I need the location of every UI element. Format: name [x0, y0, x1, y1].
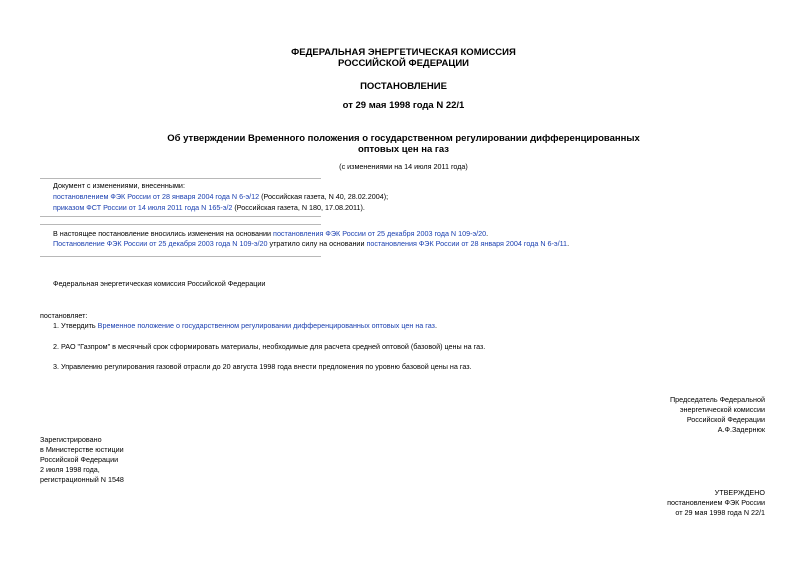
amendment-source-1: (Российская газета, N 40, 28.02.2004); — [259, 192, 389, 201]
amendments-intro: Документ с изменениями, внесенными: — [53, 181, 185, 190]
note-link-3[interactable]: постановления ФЭК России от 28 января 2004 года N 6-э/11 — [366, 239, 568, 248]
provision-link[interactable]: Временное положение о государственном регулировании дифференцированных оптовых цен на газ — [97, 321, 435, 330]
signature-line-2: энергетической комиссии — [679, 405, 765, 414]
approval-line-1: УТВЕРЖДЕНО — [714, 488, 765, 497]
registration-line-5: регистрационный N 1548 — [40, 475, 124, 484]
amendment-source-2: (Российская газета, N 180, 17.08.2011). — [232, 203, 365, 212]
issuer: Федеральная энергетическая комиссия Российской Федерации — [53, 279, 266, 288]
divider — [40, 216, 321, 217]
doc-title-line1: Об утверждении Временного положения о государственном регулировании дифференцированных — [167, 133, 640, 144]
amendment-item-2 — [53, 203, 365, 213]
paragraph-1: 1. Утвердить Временное положение о государственном регулировании дифференцированных оптовых цен на газ. — [53, 321, 437, 330]
divider — [40, 178, 321, 179]
doc-title-line2: оптовых цен на газ — [358, 144, 449, 155]
note-link-2[interactable]: Постановление ФЭК России от 25 декабря 2003 года N 109-э/20 — [53, 239, 268, 248]
divider — [40, 256, 321, 257]
approval-line-3: от 29 мая 1998 года N 22/1 — [675, 508, 765, 517]
registration-line-1: Зарегистрировано — [40, 435, 102, 444]
signature-line-3: Российской Федерации — [686, 415, 765, 424]
doc-date: от 29 мая 1998 года N 22/1 — [342, 100, 465, 111]
paragraph-3: 3. Управлению регулирования газовой отрасли до 20 августа 1998 года внести предложения по уровню базовой цены на газ. — [53, 362, 472, 371]
amendment-link-1[interactable]: постановлением ФЭК России от 28 января 2004 года N 6-э/12 — [53, 192, 260, 201]
resolves: постановляет: — [40, 311, 88, 320]
signature-line-4: А.Ф.Задернюк — [717, 425, 765, 434]
note-link-1[interactable]: постановления ФЭК России от 25 декабря 2003 года N 109-э/20 — [273, 229, 487, 238]
org-name-line1: ФЕДЕРАЛЬНАЯ ЭНЕРГЕТИЧЕСКАЯ КОМИССИЯ — [291, 47, 516, 58]
registration-line-4: 2 июля 1998 года, — [40, 465, 100, 474]
signature-line-1: Председатель Федеральной — [670, 395, 765, 404]
approval-line-2: постановлением ФЭК России — [667, 498, 765, 507]
registration-line-2: в Министерстве юстиции — [40, 445, 124, 454]
registration-line-3: Российской Федерации — [40, 455, 119, 464]
amendment-item-1 — [53, 192, 388, 202]
revision-note: (с изменениями на 14 июля 2011 года) — [339, 162, 468, 171]
amendment-link-2[interactable]: приказом ФСТ России от 14 июля 2011 года N 165-э/2 — [53, 203, 233, 212]
paragraph-2: 2. РАО "Газпром" в месячный срок сформировать материалы, необходимые для расчета средней оптовой (базовой) цены на газ. — [53, 342, 486, 351]
divider — [40, 224, 321, 225]
note-line-1: В настоящее постановление вносились изменения на основании постановления ФЭК России от 25 декабря 2003 года N 109-э/20. — [53, 229, 489, 238]
doc-type: ПОСТАНОВЛЕНИЕ — [360, 81, 447, 92]
org-name-line2: РОССИЙСКОЙ ФЕДЕРАЦИИ — [337, 58, 469, 69]
note-line-2: Постановление ФЭК России от 25 декабря 2003 года N 109-э/20 утратило силу на основании постановления ФЭК России от 28 января 2004 года N 6-э/11. — [53, 239, 570, 248]
